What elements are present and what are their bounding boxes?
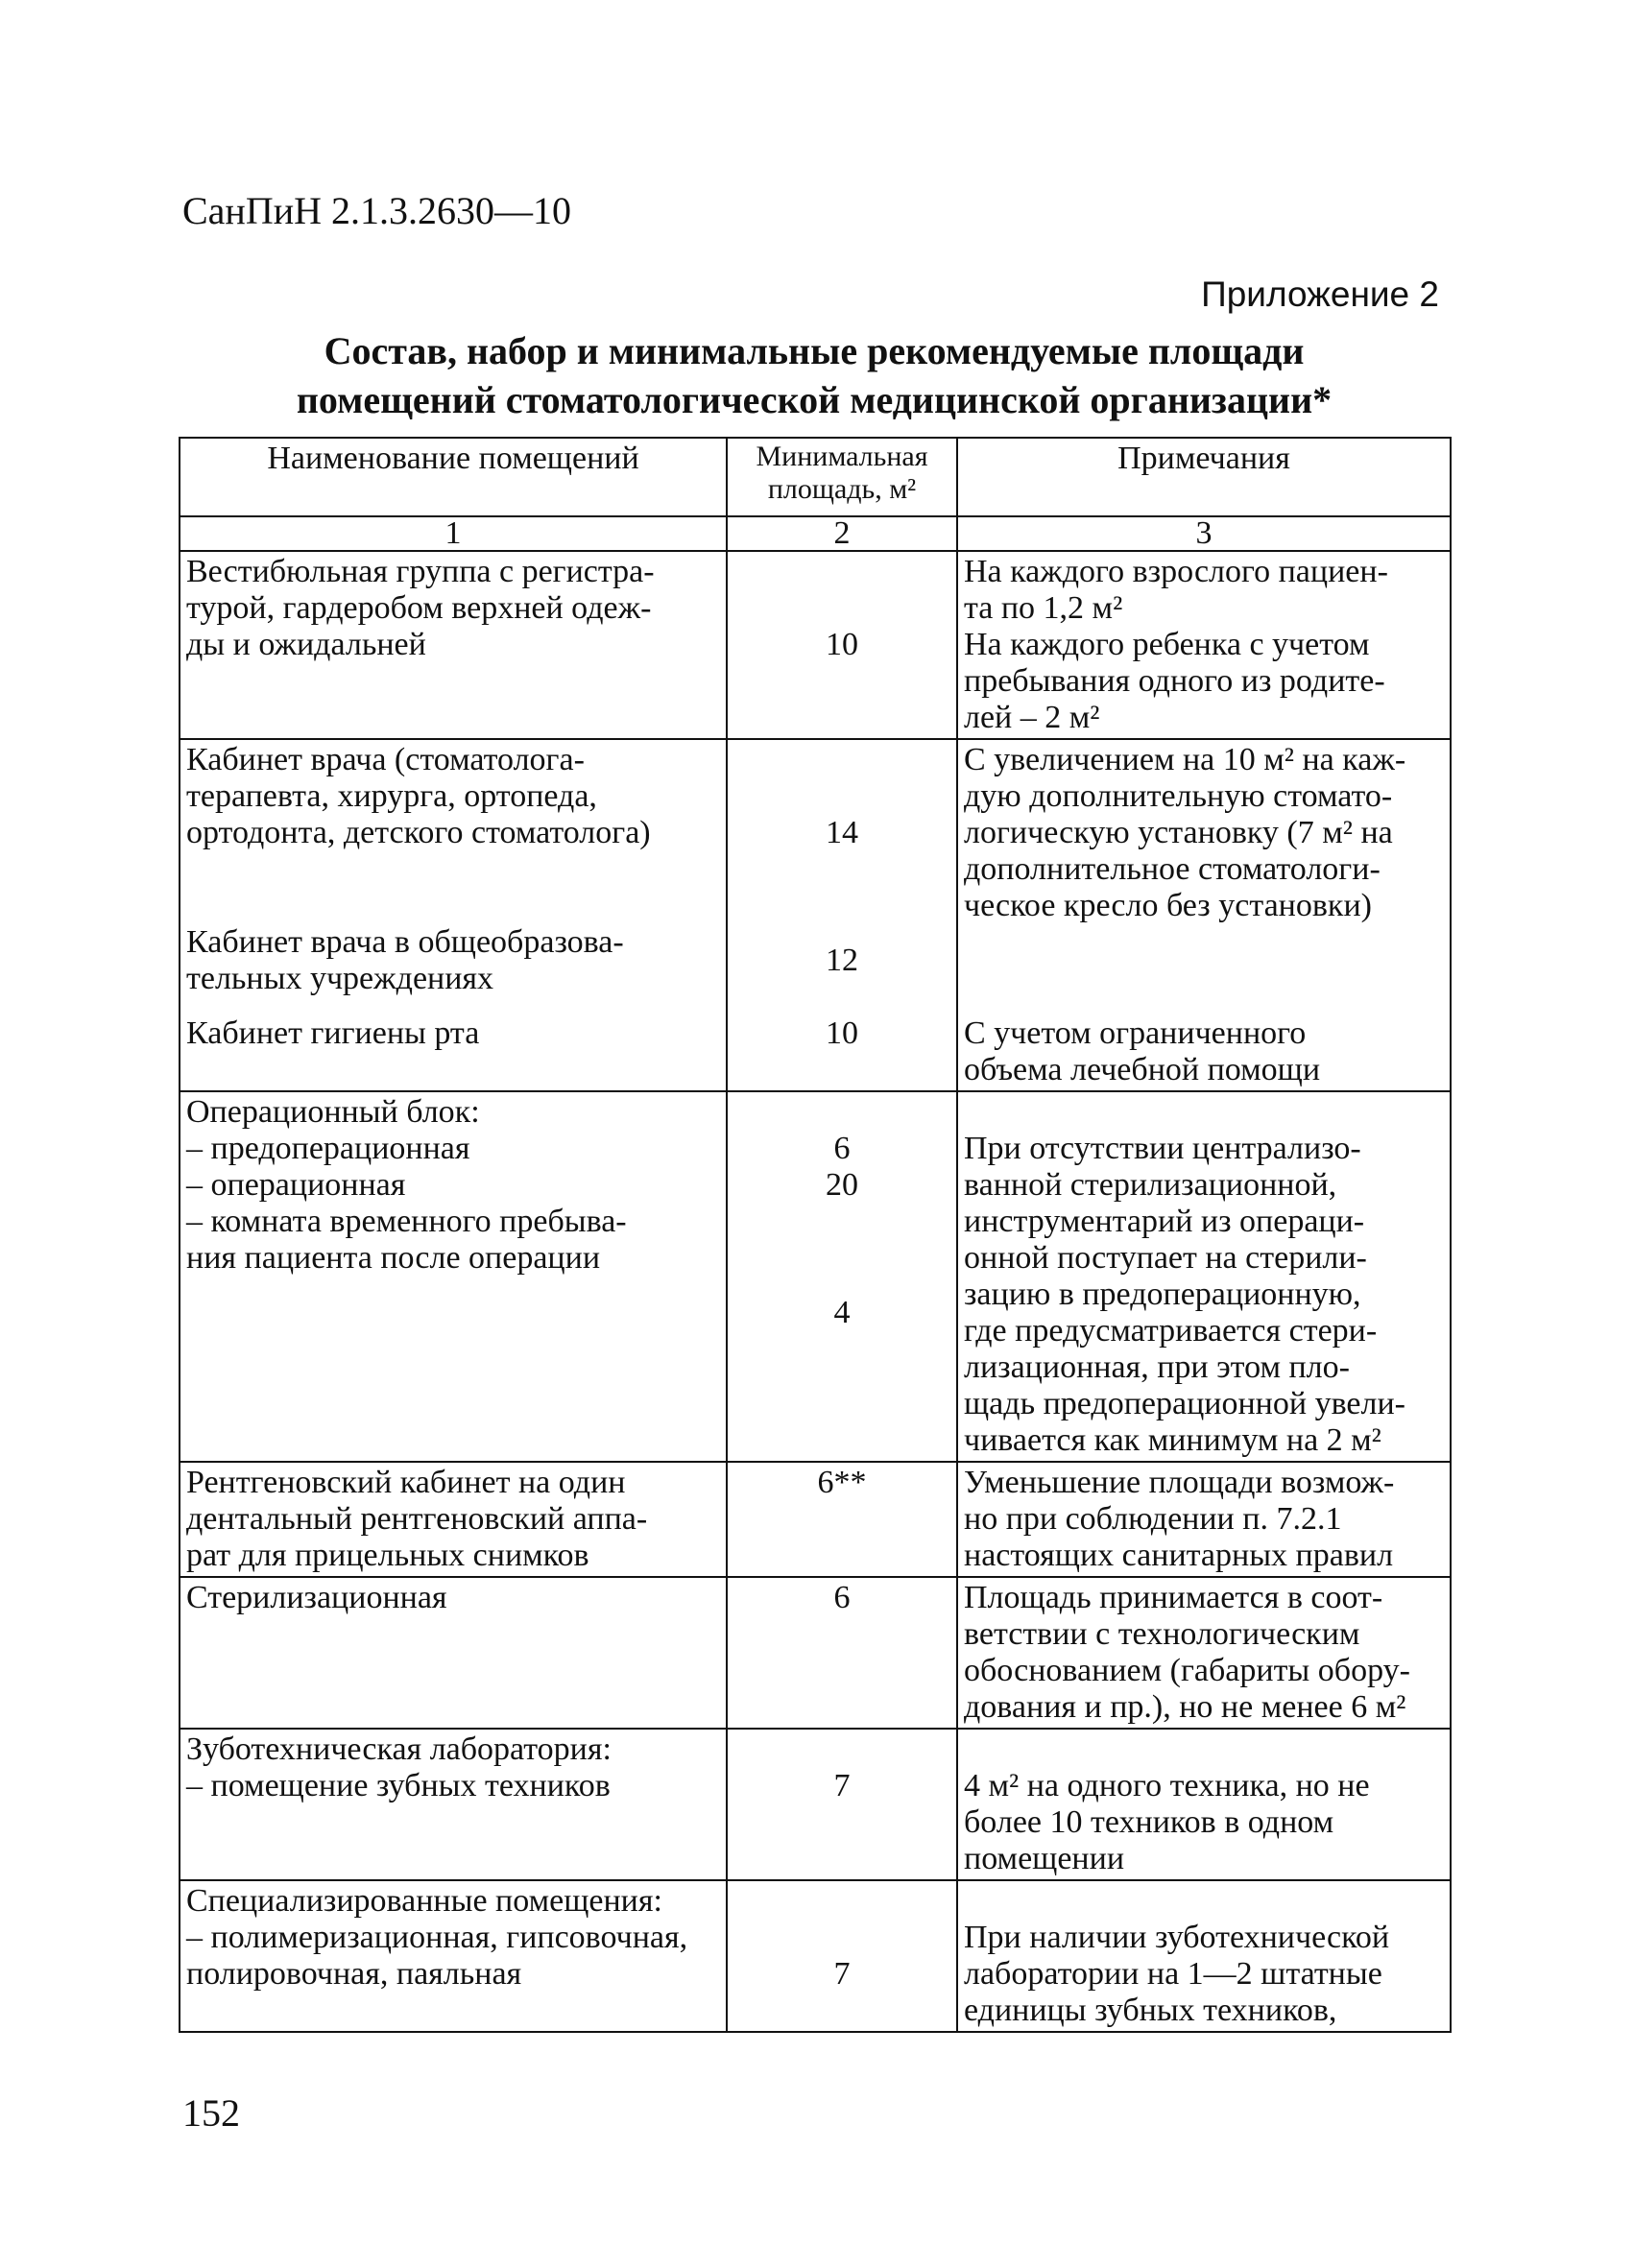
text-line: – полимеризационная, гипсовочная, — [186, 1920, 688, 1955]
room-name — [180, 1577, 727, 1729]
text-line: Рентгеновский кабинет на один — [186, 1465, 626, 1500]
text-line: та по 1,2 м² — [964, 590, 1123, 626]
spacer — [733, 1883, 950, 1920]
text-line: более 10 техников в одном — [964, 1804, 1334, 1840]
text-line: Кабинет врача в общеобразова- — [186, 924, 624, 960]
table-row — [180, 551, 1451, 739]
area-value: 6 — [833, 1131, 851, 1166]
area-value: 12 — [826, 943, 858, 978]
header-area-line-2: площадь, м² — [767, 473, 917, 505]
room-notes — [957, 1091, 1451, 1462]
title-line-1: Состав, набор и минимальные рекомендуемые площади — [324, 329, 1305, 372]
text-line: тельных учреждениях — [186, 961, 494, 996]
text-line: ветствии с технологическим — [964, 1616, 1360, 1652]
room-notes — [957, 1462, 1451, 1577]
spacer — [733, 851, 950, 888]
spacer — [964, 924, 1444, 961]
room-name — [180, 1880, 727, 2032]
spacer — [733, 778, 950, 815]
text-line: дования и пр.), но не менее 6 м² — [964, 1689, 1406, 1725]
text-line: С увеличением на 10 м² на каж- — [964, 742, 1406, 777]
text-line: ния пациента после операции — [186, 1240, 601, 1276]
text-line: При отсутствии централизо- — [964, 1131, 1361, 1166]
spacer — [733, 742, 950, 778]
spacer — [733, 979, 950, 1015]
column-number: 2 — [727, 516, 957, 551]
text-line: Операционный блок: — [186, 1094, 480, 1130]
room-notes — [957, 1729, 1451, 1880]
text-line: ды и ожидальней — [186, 627, 426, 662]
text-line: инструментарий из операци- — [964, 1204, 1365, 1239]
spacer — [733, 1240, 950, 1277]
room-area: 6 — [727, 1577, 957, 1729]
header-notes: Примечания — [957, 438, 1451, 516]
table-row — [180, 1091, 1451, 1462]
spacer — [964, 961, 1444, 997]
text-line: единицы зубных техников, — [964, 1993, 1337, 2028]
spacer — [964, 1883, 1444, 1920]
area-value: 20 — [826, 1167, 858, 1203]
text-line: – операционная — [186, 1167, 406, 1203]
text-line: зацию в предоперационную, — [964, 1277, 1361, 1312]
room-notes — [957, 551, 1451, 739]
text-line: – комната временного пребыва- — [186, 1204, 627, 1239]
header-name: Наименование помещений — [180, 438, 727, 516]
area-value: 14 — [826, 815, 858, 850]
premises-table — [179, 437, 1452, 2033]
text-line: дентальный рентгеновский аппа- — [186, 1501, 648, 1537]
text-line: Стерилизационная — [186, 1580, 447, 1615]
text-line: рат для прицельных снимков — [186, 1538, 589, 1573]
text-line: Специализированные помещения: — [186, 1883, 662, 1919]
area-value: 10 — [826, 1015, 858, 1051]
text-line: обоснованием (габариты обору- — [964, 1653, 1410, 1688]
text-line: 4 м² на одного техника, но не — [964, 1768, 1370, 1803]
spacer — [733, 1731, 950, 1768]
text-line: онной поступает на стерили- — [964, 1240, 1367, 1276]
page-number: 152 — [182, 2091, 240, 2135]
room-name — [180, 1729, 727, 1880]
table-row — [180, 1462, 1451, 1577]
text-line: логическую установку (7 м² на — [964, 815, 1393, 850]
text-line: На каждого ребенка с учетом — [964, 627, 1370, 662]
column-number: 1 — [180, 516, 727, 551]
text-line: дополнительное стоматологи- — [964, 851, 1381, 887]
text-line: объема лечебной помощи — [964, 1052, 1321, 1087]
room-area — [727, 739, 957, 1091]
text-line: лаборатории на 1—2 штатные — [964, 1956, 1382, 1992]
text-line: ческое кресло без установки) — [964, 888, 1372, 923]
text-line: Вестибюльная группа с регистра- — [186, 554, 655, 589]
text-line: Уменьшение площади возмож- — [964, 1465, 1395, 1500]
room-area: 10 — [727, 551, 957, 739]
text-line: лизационная, при этом пло- — [964, 1349, 1350, 1385]
text-line: щадь предоперационной увели- — [964, 1386, 1405, 1421]
room-name — [180, 1091, 727, 1462]
text-line: но при соблюдении п. 7.2.1 — [964, 1501, 1342, 1537]
table-row — [180, 1577, 1451, 1729]
text-line: Зуботехническая лаборатория: — [186, 1731, 612, 1767]
room-name — [180, 1462, 727, 1577]
area-value: 7 — [833, 1956, 851, 1992]
room-notes — [957, 1577, 1451, 1729]
text-line: – предоперационная — [186, 1131, 470, 1166]
spacer — [733, 888, 950, 924]
spacer — [186, 997, 720, 1015]
text-line: пребывания одного из родите- — [964, 663, 1385, 699]
table-row — [180, 739, 1451, 1091]
spacer — [964, 997, 1444, 1015]
text-line: чивается как минимум на 2 м² — [964, 1422, 1381, 1458]
room-area: 6** — [727, 1462, 957, 1577]
text-line: Площадь принимается в соот- — [964, 1580, 1383, 1615]
document-code: СанПиН 2.1.3.2630—10 — [182, 189, 572, 232]
room-area — [727, 1729, 957, 1880]
text-line: Кабинет врача (стоматолога- — [186, 742, 585, 777]
text-line: помещении — [964, 1841, 1125, 1876]
text-line: На каждого взрослого пациен- — [964, 554, 1388, 589]
room-notes — [957, 1880, 1451, 2032]
table-header-row — [180, 438, 1451, 516]
text-line: ортодонта, детского стоматолога) — [186, 815, 651, 850]
text-line: терапевта, хирурга, ортопеда, — [186, 778, 597, 814]
header-area-line-1: Минимальная — [756, 441, 928, 472]
text-line: турой, гардеробом верхней одеж- — [186, 590, 652, 626]
spacer — [733, 1920, 950, 1956]
column-number: 3 — [957, 516, 1451, 551]
text-line: полировочная, паяльная — [186, 1956, 522, 1992]
appendix-label: Приложение 2 — [1201, 275, 1439, 314]
text-line: где предусматривается стери- — [964, 1313, 1378, 1349]
title-line-2: помещений стоматологической медицинской организации* — [296, 378, 1333, 421]
spacer — [186, 888, 720, 924]
room-notes — [957, 739, 1451, 1091]
page-title — [179, 326, 1450, 424]
text-line: – помещение зубных техников — [186, 1768, 611, 1803]
header-area — [727, 438, 957, 516]
text-line: Кабинет гигиены рта — [186, 1015, 480, 1051]
room-area — [727, 1091, 957, 1462]
spacer — [186, 851, 720, 888]
text-line: настоящих санитарных правил — [964, 1538, 1394, 1573]
spacer — [733, 1094, 950, 1131]
spacer — [733, 924, 950, 943]
spacer — [964, 1094, 1444, 1131]
spacer — [733, 1277, 950, 1295]
text-line: лей – 2 м² — [964, 700, 1100, 735]
text-line: дую дополнительную стомато- — [964, 778, 1393, 814]
column-number-row — [180, 516, 1451, 551]
spacer — [964, 1731, 1444, 1768]
text-line: При наличии зуботехнической — [964, 1920, 1390, 1955]
table-row — [180, 1729, 1451, 1880]
room-area — [727, 1880, 957, 2032]
text-line: С учетом ограниченного — [964, 1015, 1307, 1051]
text-line: ванной стерилизационной, — [964, 1167, 1337, 1203]
room-name — [180, 551, 727, 739]
table-row — [180, 1880, 1451, 2032]
area-value: 4 — [833, 1295, 851, 1330]
spacer — [733, 1204, 950, 1240]
room-name — [180, 739, 727, 1091]
area-value: 7 — [833, 1768, 851, 1803]
